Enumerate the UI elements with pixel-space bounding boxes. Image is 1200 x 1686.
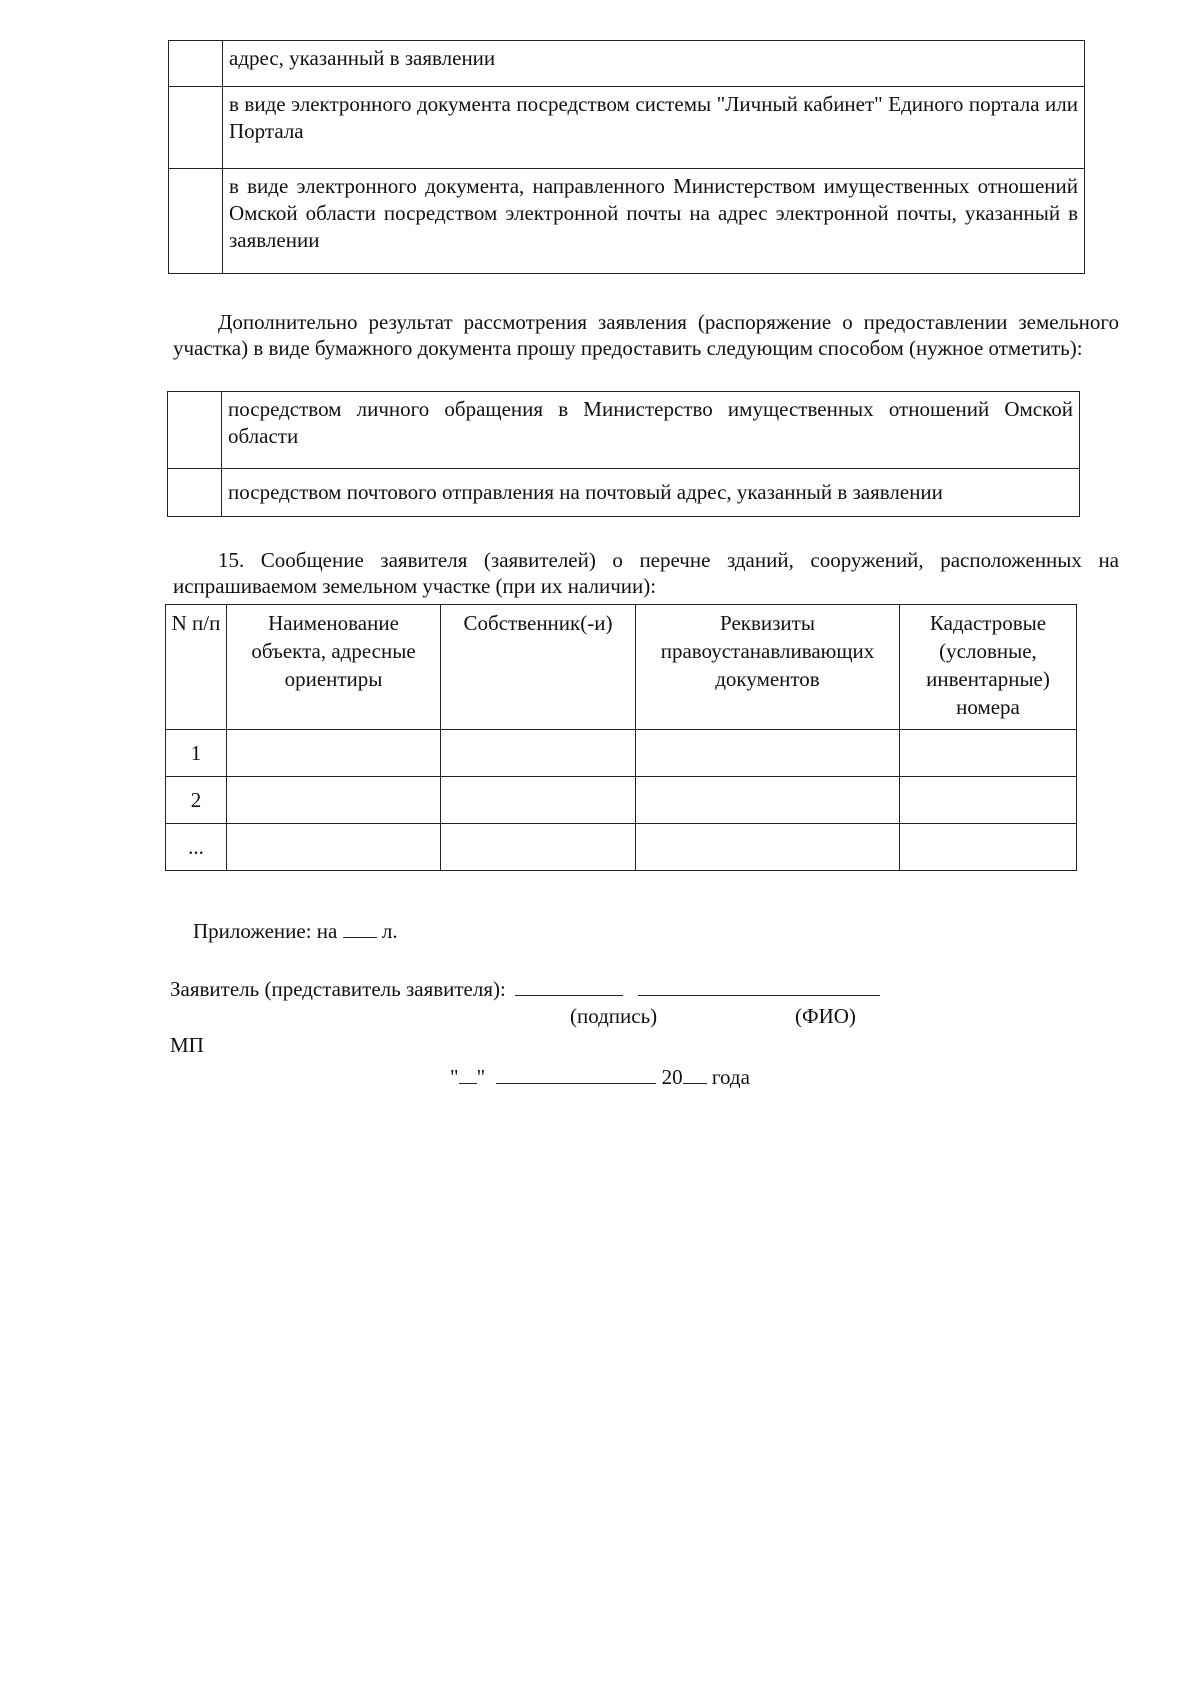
cadastral-number-cell[interactable] xyxy=(900,777,1077,824)
documents-cell[interactable] xyxy=(636,777,900,824)
attachment-line xyxy=(193,917,398,944)
documents-cell[interactable] xyxy=(636,824,900,871)
delivery-option-text: в виде электронного документа посредством системы "Личный кабинет" Единого портала или Портала xyxy=(223,87,1085,169)
signature-caption: (подпись) xyxy=(570,1004,658,1028)
applicant-label: Заявитель (представитель заявителя): xyxy=(170,977,506,1001)
paper-option-checkbox[interactable] xyxy=(168,392,222,469)
column-header-documents: Реквизиты правоустанавливающих документов xyxy=(636,605,900,730)
owner-cell[interactable] xyxy=(441,730,636,777)
delivery-option-row xyxy=(169,169,1085,274)
delivery-option-text: адрес, указанный в заявлении xyxy=(223,41,1085,87)
paper-option-text: посредством личного обращения в Министерство имущественных отношений Омской области xyxy=(222,392,1080,469)
attachment-pages-field[interactable] xyxy=(343,917,377,938)
row-number: ... xyxy=(166,824,227,871)
paper-option-row xyxy=(168,469,1080,517)
cadastral-number-cell[interactable] xyxy=(900,730,1077,777)
attachment-suffix: л. xyxy=(381,919,398,943)
full-name-field[interactable] xyxy=(638,975,880,996)
table-header-row xyxy=(166,605,1077,730)
applicant-signature-line xyxy=(170,975,880,1002)
full-name-caption: (ФИО) xyxy=(795,1004,856,1028)
column-header-object-name: Наименование объекта, адресные ориентиры xyxy=(227,605,441,730)
signature-field[interactable] xyxy=(515,975,623,996)
date-line xyxy=(450,1063,750,1090)
year-field[interactable] xyxy=(683,1063,707,1084)
day-field[interactable] xyxy=(459,1063,477,1084)
table-row xyxy=(166,777,1077,824)
delivery-option-checkbox[interactable] xyxy=(169,41,223,87)
column-header-owner: Собственник(-и) xyxy=(441,605,636,730)
paper-option-checkbox[interactable] xyxy=(168,469,222,517)
owner-cell[interactable] xyxy=(441,824,636,871)
object-name-cell[interactable] xyxy=(227,730,441,777)
object-name-cell[interactable] xyxy=(227,777,441,824)
documents-cell[interactable] xyxy=(636,730,900,777)
stamp-label: МП xyxy=(170,1033,204,1057)
date-quote-close: " xyxy=(476,1065,486,1089)
row-number: 2 xyxy=(166,777,227,824)
year-prefix: 20 xyxy=(661,1065,683,1089)
column-header-number: N п/п xyxy=(166,605,227,730)
section-15-heading: 15. Сообщение заявителя (заявителей) о перечне зданий, сооружений, расположенных на испрашиваемом земельном участке (при их наличии): xyxy=(173,548,1119,598)
date-quote-open: " xyxy=(450,1065,459,1089)
row-number: 1 xyxy=(166,730,227,777)
paper-result-paragraph: Дополнительно результат рассмотрения заявления (распоряжение о предоставлении земельного участка) в виде бумажного документа прошу предоставить следующим способом (нужное отметить): xyxy=(173,310,1119,360)
attachment-label: Приложение: на xyxy=(193,919,338,943)
owner-cell[interactable] xyxy=(441,777,636,824)
paper-options-table xyxy=(167,391,1080,517)
month-field[interactable] xyxy=(496,1063,656,1084)
table-row xyxy=(166,730,1077,777)
delivery-options-table xyxy=(168,40,1085,274)
delivery-option-row xyxy=(169,87,1085,169)
buildings-table xyxy=(165,604,1077,871)
delivery-option-checkbox[interactable] xyxy=(169,169,223,274)
table-row xyxy=(166,824,1077,871)
year-suffix: года xyxy=(711,1065,750,1089)
paper-option-text: посредством почтового отправления на почтовый адрес, указанный в заявлении xyxy=(222,469,1080,517)
column-header-cadastral-numbers: Кадастровые (условные, инвентарные) номера xyxy=(900,605,1077,730)
delivery-option-row xyxy=(169,41,1085,87)
cadastral-number-cell[interactable] xyxy=(900,824,1077,871)
paper-option-row xyxy=(168,392,1080,469)
delivery-option-text: в виде электронного документа, направленного Министерством имущественных отношений Омской области посредством электронной почты на адрес электронной почты, указанный в заявлении xyxy=(223,169,1085,274)
object-name-cell[interactable] xyxy=(227,824,441,871)
delivery-option-checkbox[interactable] xyxy=(169,87,223,169)
